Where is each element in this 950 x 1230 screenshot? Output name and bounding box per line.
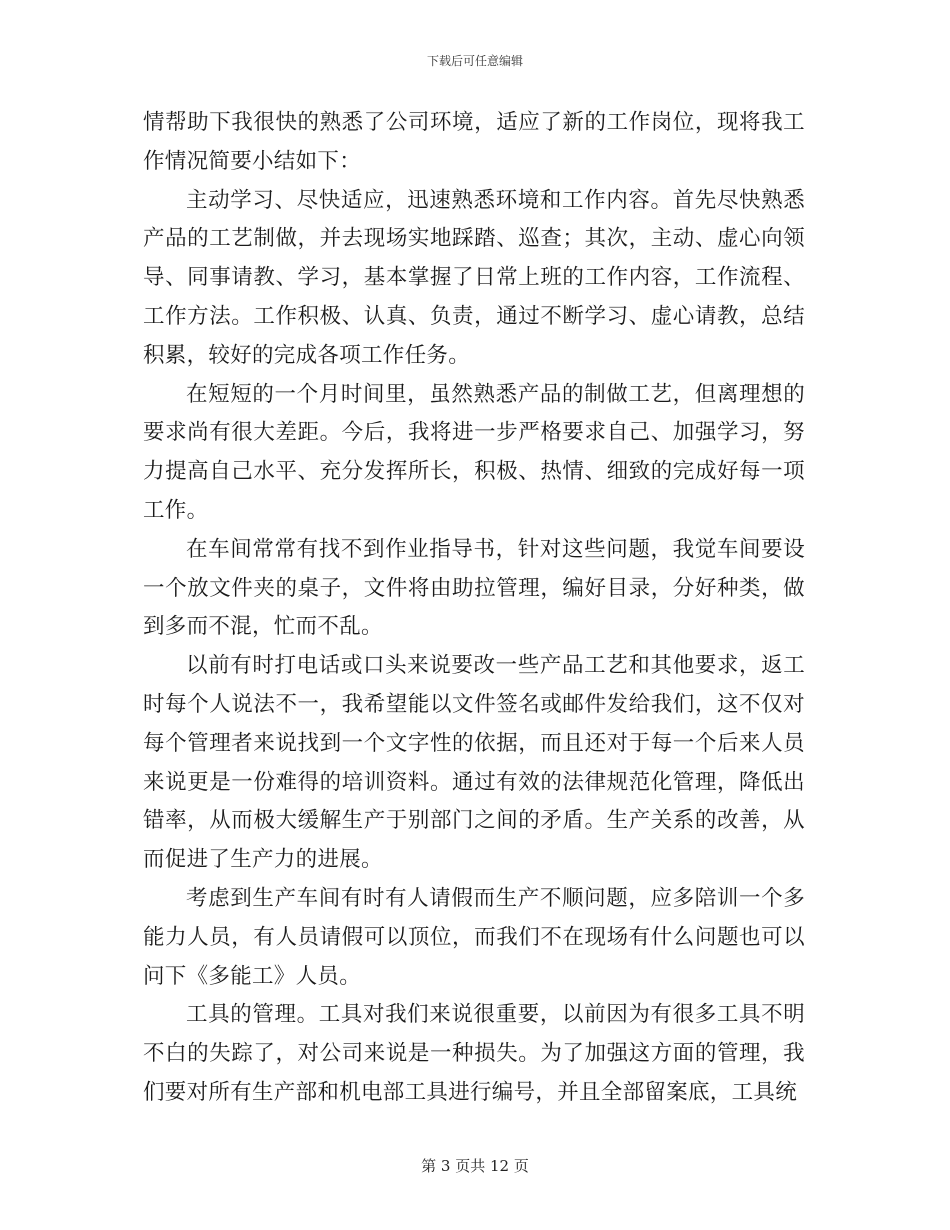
paragraph: 主动学习、尽快适应，迅速熟悉环境和工作内容。首先尽快熟悉产品的工艺制做，并去现场实地踩踏、巡查；其次，主动、虚心向领导、同事请教、学习，基本掌握了日常上班的工作内容，工作流程、工作方法。工作积极、认真、负责，通过不断学习、虚心请教，总结积累，较好的完成各项工作任务。 <box>143 187 805 368</box>
paragraph: 以前有时打电话或口头来说要改一些产品工艺和其他要求，返工时每个人说法不一，我希望能以文件签名或邮件发给我们，这不仅对每个管理者来说找到一个文字性的依据，而且还对于每一个后来人员来说更是一份难得的培训资料。通过有效的法律规范化管理，降低出错率，从而极大缓解生产于别部门之间的矛盾。生产关系的改善，从而促进了生产力的进展。 <box>143 653 805 873</box>
paragraph: 工具的管理。工具对我们来说很重要，以前因为有很多工具不明不白的失踪了，对公司来说是一种损失。为了加强这方面的管理，我们要对所有生产部和机电部工具进行编号，并且全部留案底，工具统 <box>143 1002 805 1105</box>
paragraph: 情帮助下我很快的熟悉了公司环境，适应了新的工作岗位，现将我工作情况简要小结如下： <box>143 110 805 174</box>
paragraph: 在短短的一个月时间里，虽然熟悉产品的制做工艺，但离理想的要求尚有很大差距。今后，我将进一步严格要求自己、加强学习，努力提高自己水平、充分发挥所长，积极、热情、细致的完成好每一项工作。 <box>143 381 805 523</box>
paragraph: 考虑到生产车间有时有人请假而生产不顺问题，应多陪训一个多能力人员，有人员请假可以顶位，而我们不在现场有什么问题也可以问下《多能工》人员。 <box>143 885 805 989</box>
header-note: 下载后可任意编辑 <box>426 54 523 68</box>
page-number: 第 3 页共 12 页 <box>421 1157 529 1175</box>
document-body <box>143 104 805 1113</box>
paragraph: 在车间常常有找不到作业指导书，针对这些问题，我觉车间要设一个放文件夹的桌子，文件将由助拉管理，编好目录，分好种类，做到多而不混，忙而不乱。 <box>143 536 805 640</box>
